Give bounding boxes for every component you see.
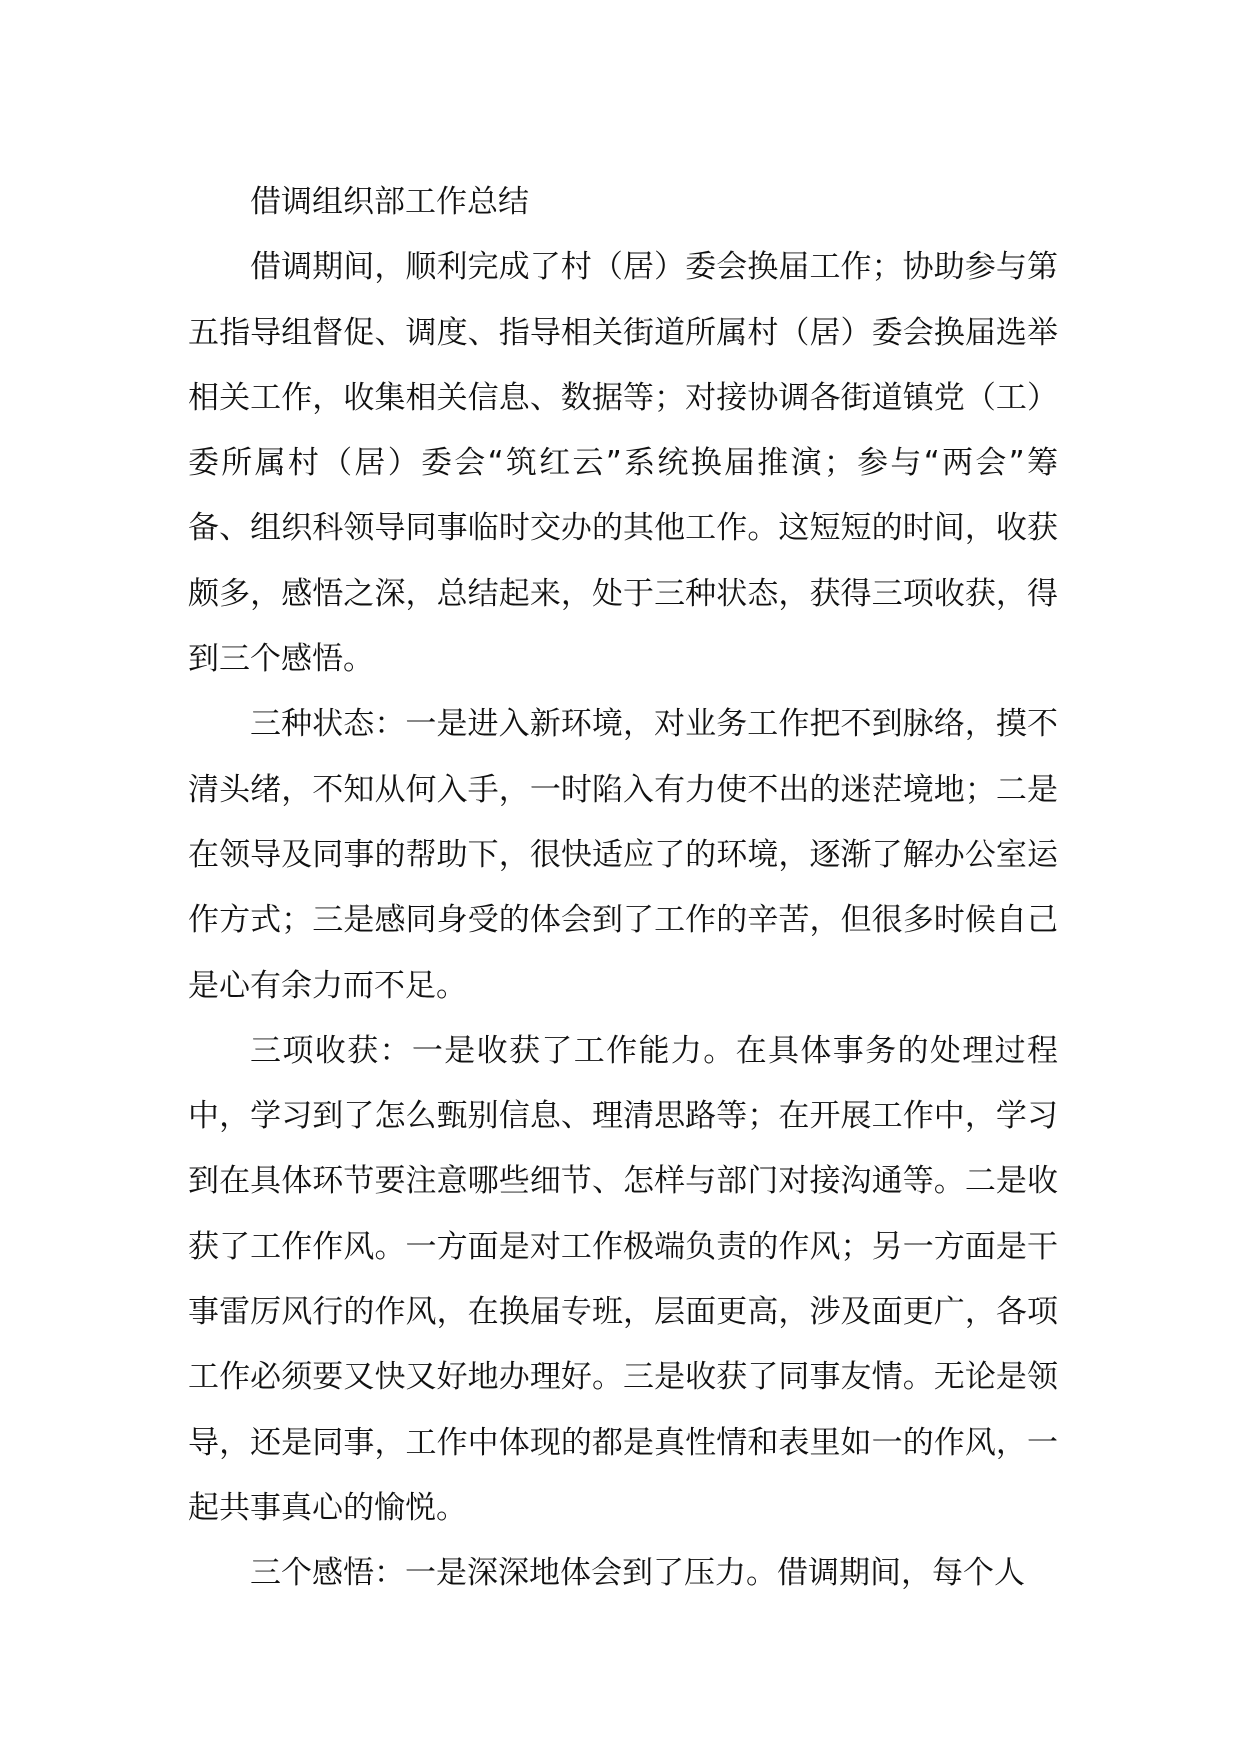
paragraph-intro: 借调期间，顺利完成了村（居）委会换届工作；协助参与第五指导组督促、调度、指导相关街道所属村（居）委会换届选举相关工作，收集相关信息、数据等；对接协调各街道镇党（工）委所属村（居）委会“筑红云”系统换届推演；参与“两会”筹备、组织科领导同事临时交办的其他工作。这短短的时间，收获颇多，感悟之深，总结起来，处于三种状态，获得三项收获，得到三个感悟。 bbox=[188, 249, 1058, 678]
paragraph-three-insights: 三个感悟：一是深深地体会到了压力。借调期间，每个人 bbox=[250, 1555, 1025, 1592]
document-title: 借调组织部工作总结 bbox=[250, 184, 529, 220]
paragraph-three-gains: 三项收获：一是收获了工作能力。在具体事务的处理过程中，学习到了怎么甄别信息、理清思路等；在开展工作中，学习到在具体环节要注意哪些细节、怎样与部门对接沟通等。二是收获了工作作风。一方面是对工作极端负责的作风；另一方面是干事雷厉风行的作风，在换届专班，层面更高，涉及面更广，各项工作必须要又快又好地办理好。三是收获了同事友情。无论是领导，还是同事，工作中体现的都是真性情和表里如一的作风，一起共事真心的愉悦。 bbox=[188, 1032, 1058, 1526]
document-body bbox=[188, 170, 1058, 1607]
paragraph-three-states: 三种状态：一是进入新环境，对业务工作把不到脉络，摸不清头绪，不知从何入手，一时陷入有力使不出的迷茫境地；二是在领导及同事的帮助下，很快适应了的环境，逐渐了解办公室运作方式；三是感同身受的体会到了工作的辛苦，但很多时候自己是心有余力而不足。 bbox=[188, 706, 1058, 1004]
